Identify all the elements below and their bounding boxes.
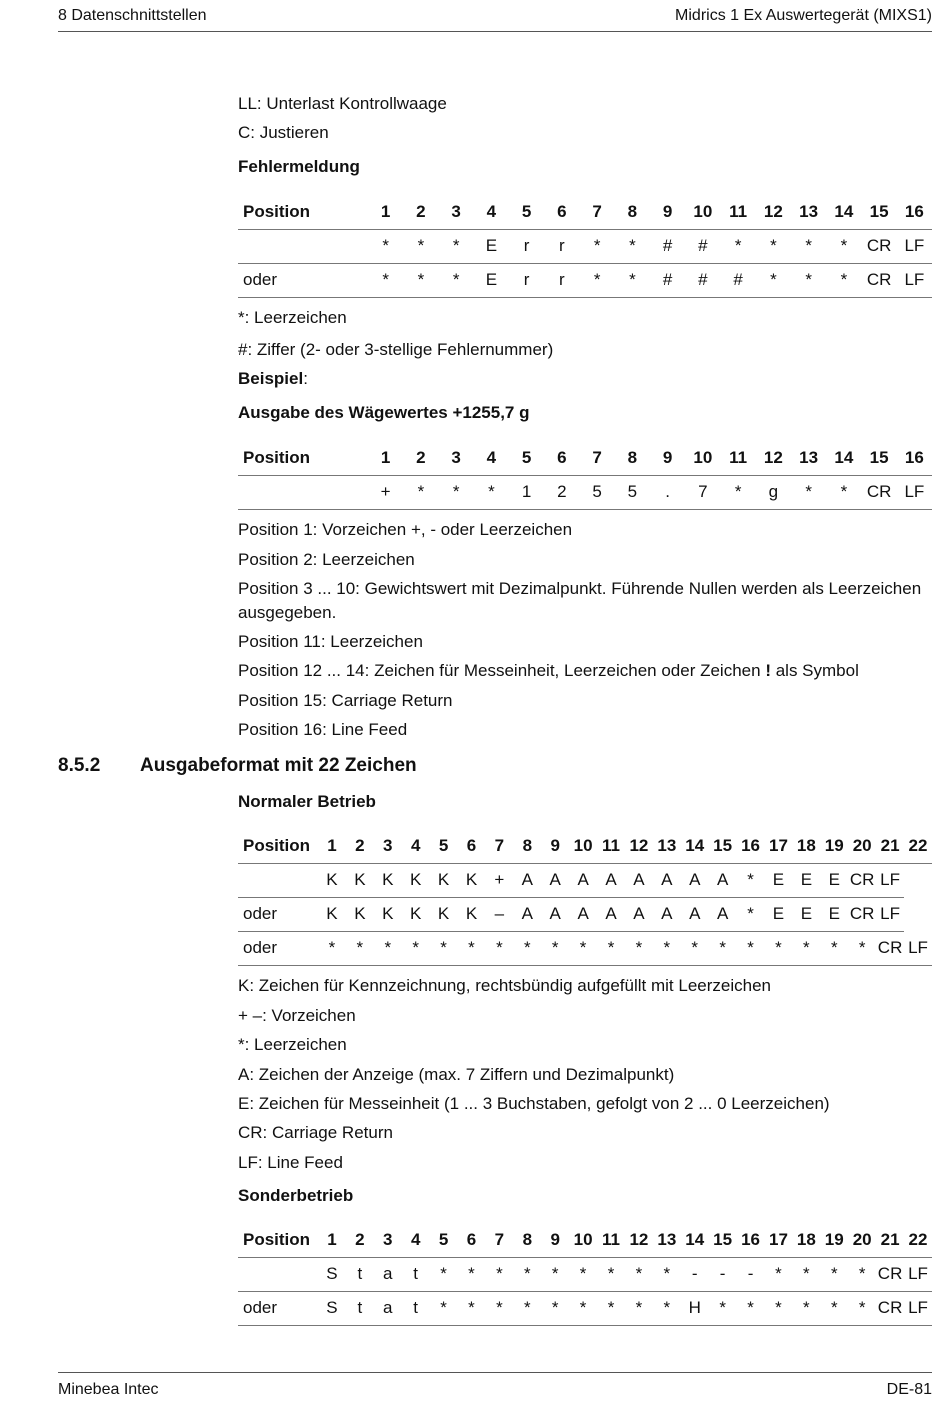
position-number: 1 — [318, 1223, 346, 1257]
position-number: 9 — [541, 829, 569, 863]
table-cell: * — [569, 1257, 597, 1291]
table-cell: 7 — [685, 475, 720, 509]
table-cell: * — [737, 863, 765, 897]
table-cell: K — [318, 863, 346, 897]
table-cell: * — [756, 263, 791, 297]
table-row — [238, 897, 932, 931]
table-cell: * — [374, 931, 402, 965]
table-cell: E — [474, 263, 509, 297]
position-number: 7 — [580, 441, 615, 475]
position-number: 11 — [597, 1223, 625, 1257]
position-number: 13 — [791, 441, 826, 475]
position-number: 12 — [625, 829, 653, 863]
table-cell: r — [544, 229, 579, 263]
position-number: 9 — [650, 195, 685, 229]
position-number: 10 — [685, 441, 720, 475]
position-number: 1 — [318, 829, 346, 863]
table-cell: * — [513, 1291, 541, 1325]
table-cell: * — [792, 1291, 820, 1325]
table-cell: * — [580, 263, 615, 297]
table-row — [238, 263, 932, 297]
table-cell: E — [765, 863, 793, 897]
table-cell: E — [792, 897, 820, 931]
table-cell: * — [848, 1291, 876, 1325]
table-cell: 5 — [615, 475, 650, 509]
position-number: 17 — [765, 829, 793, 863]
position-number: 14 — [826, 195, 861, 229]
table-cell: LF — [876, 863, 904, 897]
special-heading: Sonderbetrieb — [238, 1186, 354, 1205]
table-cell: K — [402, 863, 430, 897]
table-cell: - — [737, 1257, 765, 1291]
position-number: 22 — [904, 1223, 932, 1257]
table-cell: CR — [876, 1257, 904, 1291]
table-cell: * — [820, 931, 848, 965]
position-number: 15 — [709, 829, 737, 863]
table-cell: K — [374, 863, 402, 897]
table-cell: * — [791, 263, 826, 297]
table-cell: t — [402, 1257, 430, 1291]
example-line-6: Position 15: Carriage Return — [238, 691, 453, 710]
table-cell: E — [474, 229, 509, 263]
table-cell: # — [721, 263, 756, 297]
table-cell: A — [681, 863, 709, 897]
position-number: 11 — [597, 829, 625, 863]
row-label: oder — [238, 1291, 318, 1325]
position-number: 18 — [792, 1223, 820, 1257]
normal-line-1: K: Zeichen für Kennzeichnung, rechtsbündig aufgefüllt mit Leerzeichen — [238, 976, 771, 995]
position-number: 2 — [403, 441, 438, 475]
table-cell: * — [709, 931, 737, 965]
position-number: 14 — [681, 1223, 709, 1257]
example-heading: Ausgabe des Wägewertes +1255,7 g — [238, 403, 530, 422]
table-cell: a — [374, 1291, 402, 1325]
table-cell: K — [318, 897, 346, 931]
page-footer — [58, 1372, 932, 1401]
page-number: DE-81 — [886, 1381, 932, 1398]
position-number: 2 — [346, 829, 374, 863]
table-cell: t — [402, 1291, 430, 1325]
error-table — [238, 195, 932, 298]
table-row — [238, 475, 932, 509]
table-cell: CR — [876, 1291, 904, 1325]
position-number: 5 — [509, 441, 544, 475]
table-cell: A — [653, 897, 681, 931]
table-cell: K — [430, 897, 458, 931]
table-cell: * — [403, 475, 438, 509]
position-number: 6 — [544, 441, 579, 475]
table-cell: A — [653, 863, 681, 897]
table-cell: 1 — [509, 475, 544, 509]
table-cell: H — [681, 1291, 709, 1325]
position-number: 11 — [721, 441, 756, 475]
table-cell: * — [346, 931, 374, 965]
intro-c: C: Justieren — [238, 123, 329, 142]
position-header: Position — [238, 829, 318, 863]
example-label-text: Beispiel — [238, 369, 304, 388]
position-number: 13 — [653, 1223, 681, 1257]
position-number: 20 — [848, 829, 876, 863]
table-cell: * — [792, 931, 820, 965]
table-cell: K — [346, 863, 374, 897]
table-cell: + — [485, 863, 513, 897]
document-title: Midrics 1 Ex Auswertegerät (MIXS1) — [675, 7, 932, 24]
table-cell: * — [653, 931, 681, 965]
table-cell: * — [439, 229, 474, 263]
table-cell: . — [650, 475, 685, 509]
table-cell: LF — [897, 263, 932, 297]
table-cell: * — [737, 931, 765, 965]
position-number: 13 — [653, 829, 681, 863]
table-cell: * — [403, 229, 438, 263]
table-cell: CR — [862, 229, 897, 263]
table-cell: A — [625, 863, 653, 897]
table-cell: * — [569, 1291, 597, 1325]
table-cell: 5 — [580, 475, 615, 509]
table-cell: – — [485, 897, 513, 931]
error-heading: Fehlermeldung — [238, 157, 360, 176]
table-cell: * — [485, 931, 513, 965]
table-cell: * — [439, 263, 474, 297]
table-cell: * — [791, 229, 826, 263]
position-number: 16 — [897, 195, 932, 229]
position-number: 9 — [541, 1223, 569, 1257]
position-number: 3 — [439, 441, 474, 475]
row-label — [238, 863, 318, 897]
row-label: oder — [238, 897, 318, 931]
position-number: 18 — [792, 829, 820, 863]
position-number: 12 — [625, 1223, 653, 1257]
table-cell: A — [541, 897, 569, 931]
table-cell: A — [681, 897, 709, 931]
table-cell: * — [820, 1291, 848, 1325]
table-cell: - — [681, 1257, 709, 1291]
table-cell: * — [430, 931, 458, 965]
position-number: 8 — [615, 195, 650, 229]
position-number: 4 — [474, 195, 509, 229]
position-number: 7 — [485, 829, 513, 863]
table-cell: * — [625, 1257, 653, 1291]
position-number: 16 — [897, 441, 932, 475]
normal-heading: Normaler Betrieb — [238, 792, 376, 811]
table-cell: K — [430, 863, 458, 897]
normal-line-7: LF: Line Feed — [238, 1153, 343, 1172]
table-cell: * — [826, 229, 861, 263]
table-cell: * — [826, 263, 861, 297]
error-note-1: *: Leerzeichen — [238, 308, 347, 327]
table-cell: * — [458, 1257, 486, 1291]
table-cell: * — [826, 475, 861, 509]
table-cell: * — [430, 1291, 458, 1325]
example-line-5-text: Position 12 ... 14: Zeichen für Messeinheit, Leerzeichen oder Zeichen — [238, 661, 761, 680]
normal-table — [238, 829, 932, 966]
position-number: 9 — [650, 441, 685, 475]
table-cell: CR — [862, 263, 897, 297]
position-header: Position — [238, 195, 368, 229]
table-cell: * — [615, 229, 650, 263]
table-cell: * — [430, 1257, 458, 1291]
position-number: 4 — [402, 1223, 430, 1257]
row-label: oder — [238, 263, 368, 297]
table-cell: g — [756, 475, 791, 509]
table-cell: A — [569, 863, 597, 897]
example-line-2: Position 2: Leerzeichen — [238, 550, 415, 569]
table-cell: * — [597, 1291, 625, 1325]
table-cell: * — [541, 1257, 569, 1291]
chapter-title: 8 Datenschnittstellen — [58, 7, 207, 24]
position-number: 2 — [403, 195, 438, 229]
position-number: 4 — [402, 829, 430, 863]
position-header: Position — [238, 1223, 318, 1257]
position-number: 8 — [513, 1223, 541, 1257]
table-cell: - — [709, 1257, 737, 1291]
table-cell: LF — [897, 475, 932, 509]
position-number: 6 — [458, 1223, 486, 1257]
position-number: 10 — [569, 829, 597, 863]
position-number: 5 — [430, 829, 458, 863]
row-label — [238, 1257, 318, 1291]
table-cell: * — [848, 1257, 876, 1291]
table-cell: LF — [897, 229, 932, 263]
position-number: 15 — [709, 1223, 737, 1257]
example-line-1: Position 1: Vorzeichen +, - oder Leerzeichen — [238, 520, 573, 539]
table-cell: t — [346, 1291, 374, 1325]
position-number: 1 — [368, 195, 403, 229]
position-number: 3 — [374, 1223, 402, 1257]
table-cell: * — [792, 1257, 820, 1291]
table-cell: * — [513, 931, 541, 965]
page-header — [58, 5, 932, 32]
table-cell: r — [544, 263, 579, 297]
position-number: 15 — [862, 195, 897, 229]
section-number: 8.5.2 — [58, 755, 101, 776]
table-cell: + — [368, 475, 403, 509]
table-cell: * — [474, 475, 509, 509]
position-number: 20 — [848, 1223, 876, 1257]
table-cell: * — [541, 931, 569, 965]
table-cell: * — [721, 229, 756, 263]
table-cell: * — [541, 1291, 569, 1325]
table-row — [238, 229, 932, 263]
table-cell: * — [458, 1291, 486, 1325]
table-cell: * — [737, 897, 765, 931]
table-cell: * — [597, 931, 625, 965]
table-header-row — [238, 829, 932, 863]
table-row — [238, 1257, 932, 1291]
table-cell: # — [685, 229, 720, 263]
table-header-row — [238, 1223, 932, 1257]
table-cell: * — [848, 931, 876, 965]
example-line-3: Position 3 ... 10: Gewichtswert mit Dezimalpunkt. Führende Nullen werden als Leerzeichen ausgegeben. — [238, 579, 922, 622]
intro-ll: LL: Unterlast Kontrollwaage — [238, 94, 447, 113]
section-text: Ausgabeformat mit 22 Zeichen — [140, 755, 417, 776]
table-cell: K — [458, 863, 486, 897]
table-cell: * — [791, 475, 826, 509]
table-cell: * — [653, 1257, 681, 1291]
table-cell: A — [513, 863, 541, 897]
table-cell: r — [509, 263, 544, 297]
table-cell: * — [513, 1257, 541, 1291]
row-label: oder — [238, 931, 318, 965]
position-number: 21 — [876, 1223, 904, 1257]
position-number: 10 — [685, 195, 720, 229]
table-cell: * — [820, 1257, 848, 1291]
table-cell: S — [318, 1291, 346, 1325]
normal-line-6: CR: Carriage Return — [238, 1123, 393, 1142]
position-number: 14 — [681, 829, 709, 863]
position-number: 10 — [569, 1223, 597, 1257]
position-number: 2 — [346, 1223, 374, 1257]
position-number: 7 — [485, 1223, 513, 1257]
table-cell: * — [485, 1257, 513, 1291]
table-cell: 2 — [544, 475, 579, 509]
table-row — [238, 1291, 932, 1325]
table-cell: * — [403, 263, 438, 297]
table-cell: t — [346, 1257, 374, 1291]
table-row — [238, 863, 932, 897]
position-header: Position — [238, 441, 368, 475]
position-number: 5 — [509, 195, 544, 229]
table-cell: A — [597, 863, 625, 897]
table-cell: LF — [904, 931, 932, 965]
table-cell: * — [615, 263, 650, 297]
example-table — [238, 441, 932, 510]
table-cell: * — [765, 931, 793, 965]
table-cell: * — [318, 931, 346, 965]
table-cell: * — [756, 229, 791, 263]
position-number: 21 — [876, 829, 904, 863]
table-cell: S — [318, 1257, 346, 1291]
table-cell: A — [541, 863, 569, 897]
table-cell: CR — [848, 897, 876, 931]
normal-line-3: *: Leerzeichen — [238, 1035, 347, 1054]
table-row — [238, 931, 932, 965]
table-cell: * — [681, 931, 709, 965]
table-cell: A — [513, 897, 541, 931]
table-cell: * — [569, 931, 597, 965]
table-cell: * — [653, 1291, 681, 1325]
exclamation-symbol: ! — [765, 661, 771, 680]
table-cell: E — [820, 897, 848, 931]
table-cell: K — [458, 897, 486, 931]
table-cell: * — [402, 931, 430, 965]
example-label-colon: : — [303, 369, 308, 388]
company-name: Minebea Intec — [58, 1381, 159, 1398]
position-number: 3 — [374, 829, 402, 863]
table-cell: * — [625, 1291, 653, 1325]
table-cell: r — [509, 229, 544, 263]
table-cell: * — [458, 931, 486, 965]
table-cell: * — [580, 229, 615, 263]
table-cell: CR — [848, 863, 876, 897]
position-number: 6 — [458, 829, 486, 863]
table-cell: A — [569, 897, 597, 931]
example-line-7: Position 16: Line Feed — [238, 720, 408, 739]
normal-line-5: E: Zeichen für Messeinheit (1 ... 3 Buchstaben, gefolgt von 2 ... 0 Leerzeichen) — [238, 1094, 830, 1113]
row-label — [238, 475, 368, 509]
error-note-2: #: Ziffer (2- oder 3-stellige Fehlernummer) — [238, 340, 554, 359]
table-cell: # — [650, 229, 685, 263]
table-cell: A — [597, 897, 625, 931]
table-cell: LF — [876, 897, 904, 931]
normal-line-2: + –: Vorzeichen — [238, 1006, 356, 1025]
position-number: 5 — [430, 1223, 458, 1257]
position-number: 13 — [791, 195, 826, 229]
position-number: 6 — [544, 195, 579, 229]
table-cell: LF — [904, 1291, 932, 1325]
position-number: 12 — [756, 441, 791, 475]
table-header-row — [238, 441, 932, 475]
table-cell: # — [650, 263, 685, 297]
position-number: 11 — [721, 195, 756, 229]
position-number: 19 — [820, 829, 848, 863]
table-cell: * — [765, 1257, 793, 1291]
table-cell: * — [721, 475, 756, 509]
position-number: 7 — [580, 195, 615, 229]
position-number: 3 — [439, 195, 474, 229]
normal-line-4: A: Zeichen der Anzeige (max. 7 Ziffern und Dezimalpunkt) — [238, 1065, 675, 1084]
table-cell: * — [625, 931, 653, 965]
position-number: 17 — [765, 1223, 793, 1257]
table-cell: * — [368, 229, 403, 263]
table-cell: K — [346, 897, 374, 931]
position-number: 12 — [756, 195, 791, 229]
table-cell: E — [820, 863, 848, 897]
table-cell: A — [709, 897, 737, 931]
example-line-5 — [238, 659, 932, 683]
special-table — [238, 1223, 932, 1326]
table-cell: * — [737, 1291, 765, 1325]
table-cell: A — [709, 863, 737, 897]
table-cell: K — [402, 897, 430, 931]
table-cell: E — [792, 863, 820, 897]
table-cell: CR — [876, 931, 904, 965]
position-number: 1 — [368, 441, 403, 475]
row-label — [238, 229, 368, 263]
example-line-5-suffix: als Symbol — [770, 661, 859, 680]
position-number: 16 — [737, 829, 765, 863]
table-cell: * — [597, 1257, 625, 1291]
position-number: 19 — [820, 1223, 848, 1257]
table-cell: E — [765, 897, 793, 931]
table-cell: K — [374, 897, 402, 931]
table-cell: LF — [904, 1257, 932, 1291]
table-cell: * — [439, 475, 474, 509]
table-header-row — [238, 195, 932, 229]
table-cell: a — [374, 1257, 402, 1291]
position-number: 8 — [615, 441, 650, 475]
table-cell: * — [485, 1291, 513, 1325]
position-number: 4 — [474, 441, 509, 475]
position-number: 22 — [904, 829, 932, 863]
example-label — [238, 367, 932, 391]
table-cell: * — [368, 263, 403, 297]
example-line-4: Position 11: Leerzeichen — [238, 632, 423, 651]
position-number: 8 — [513, 829, 541, 863]
table-cell: * — [709, 1291, 737, 1325]
position-number: 15 — [862, 441, 897, 475]
table-cell: * — [765, 1291, 793, 1325]
table-cell: A — [625, 897, 653, 931]
table-cell: # — [685, 263, 720, 297]
position-number: 14 — [826, 441, 861, 475]
position-number: 16 — [737, 1223, 765, 1257]
table-cell: CR — [862, 475, 897, 509]
